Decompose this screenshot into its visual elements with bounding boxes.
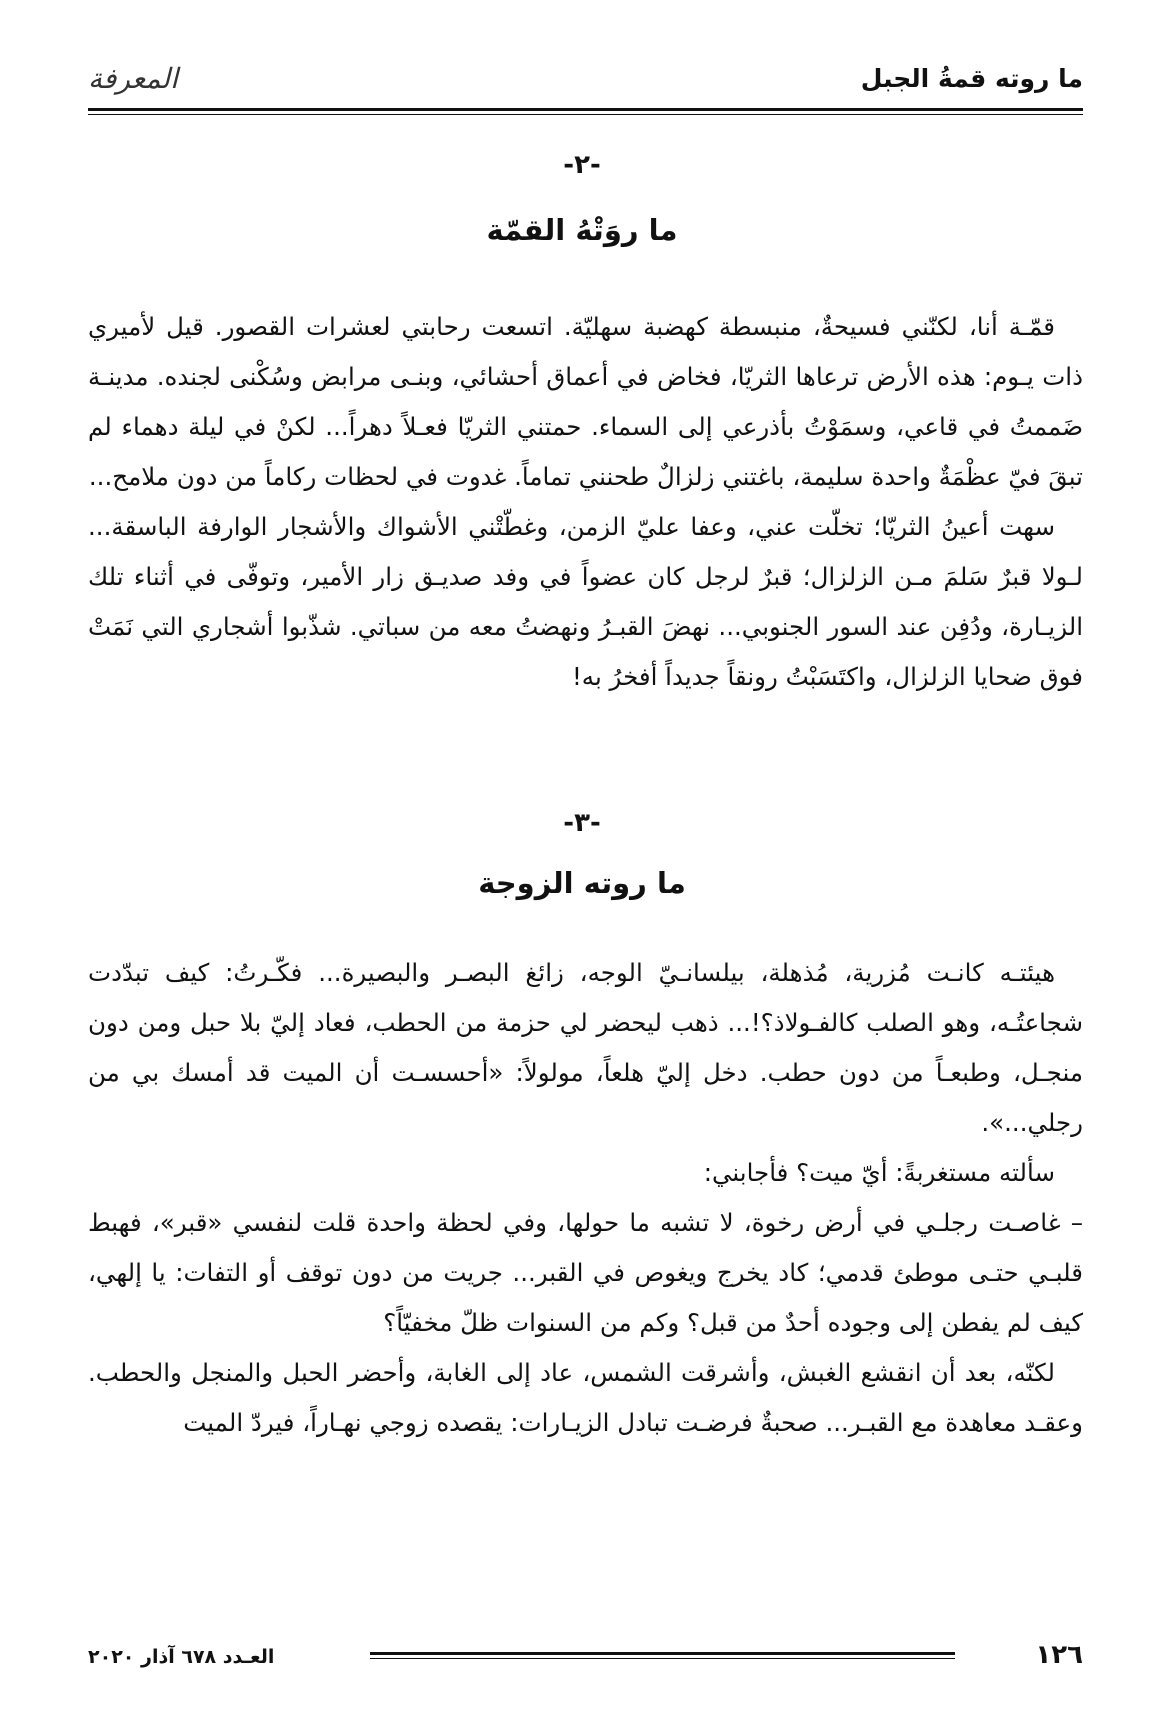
section-2-paragraph-2: سهت أعينُ الثريّا؛ تخلّت عني، وعفا عليّ الزمن، وغطّتْني الأشواك والأشجار الوارفة الباسقة... لـولا قبرٌ سَلمَ مـن الزلزال؛ قبرٌ لرجل كان عضواً في وفد صديـق زار الأمير، وتوفّى في أثناء تلك الزيـارة، ودُفِن عند السور الجنوبي... نهضَ القبـرُ ونهضتُ معه من سباتي. شذّبوا أشجاري التي نَمَتْ فوق ضحايا الزلزال، واكتَسَبْتُ رونقاً جديداً أفخرُ به! (88, 512, 1083, 691)
section-3-paragraph-3: – غاصـت رجلـي في أرض رخوة، لا تشبه ما حولها، وفي لحظة واحدة قلت لنفسي «قبر»، فهبط قلبـي حتـى موطئ قدمي؛ كاد يخرج ويغوص في القبر... جريت من دون توقف أو التفات: يا إلهي، كيف لم يفطن إلى وجوده أحدٌ من قبل؟ وكم من السنوات ظلّ مخفيّاً؟ (88, 1208, 1083, 1337)
section-2-body (88, 302, 1083, 702)
header-rule-thin (88, 114, 1083, 115)
page-number: ١٢٦ (1035, 1640, 1083, 1670)
running-title: ما روته قمةُ الجبل (860, 64, 1083, 93)
section-2-paragraph-1: قمّـة أنا، لكنّني فسيحةٌ، منبسطة كهضبة سهليّة. اتسعت رحابتي لعشرات القصور. قيل لأميري ذات يـوم: هذه الأرض ترعاها الثريّا، فخاض في أعماق أحشائي، وبنـى مرابض وسُكْنى لجنده. مدينـة ضَممتُ في قاعي، وسمَوْتُ بأذرعي إلى السماء. حمتني الثريّا فعـلاً دهراً... لكنْ في ليلة دهماء لم تبقَ فيّ عظْمَةٌ واحدة سليمة، باغتني زلزالٌ طحنني تماماً. غدوت في لحظات ركاماً من دون ملامح... (88, 312, 1083, 491)
issue-info: العـدد ٦٧٨ آذار ٢٠٢٠ (88, 1646, 275, 1668)
section-3-body (88, 948, 1083, 1448)
section-3-number: -٣- (563, 808, 601, 838)
page-header (88, 48, 1083, 110)
section-3-paragraph-4: لكنّه، بعد أن انقشع الغبش، وأشرقت الشمس، عاد إلى الغابة، وأحضر الحبل والمنجل والحطب. وعقـد معاهدة مع القبـر... صحبةٌ فرضـت تبادل الزيـارات: يقصده زوجي نهـاراً، فيردّ الميت (88, 1358, 1083, 1437)
magazine-logo: المعرفة (88, 62, 178, 95)
section-3-paragraph-2: سألته مستغربةً: أيّ ميت؟ فأجابني: (703, 1158, 1055, 1187)
footer-rule (370, 1652, 955, 1655)
section-3-paragraph-1: هيئتـه كانـت مُزرية، مُذهلة، بيلسانـيّ الوجه، زائغ البصـر والبصيرة... فكّـرتُ: كيف تبدّدت شجاعتُـه، وهو الصلب كالفـولاذ؟!... ذهب ليحضر لي حزمة من الحطب، فعاد إليّ بلا حبل ومن دون منجـل، وطبعـاً من دون حطب. دخل إليّ هلعاً، مولولاً: «أحسسـت أن الميت قد أمسك بي من رجلي...». (88, 958, 1083, 1137)
section-3-title: ما روته الزوجة (478, 866, 686, 900)
section-2-title: ما روَتْهُ القمّة (486, 213, 678, 247)
header-rule (88, 108, 1083, 111)
page-footer (88, 1640, 1083, 1680)
section-2-number: -٢- (563, 150, 601, 180)
footer-rule-thin (370, 1658, 955, 1659)
